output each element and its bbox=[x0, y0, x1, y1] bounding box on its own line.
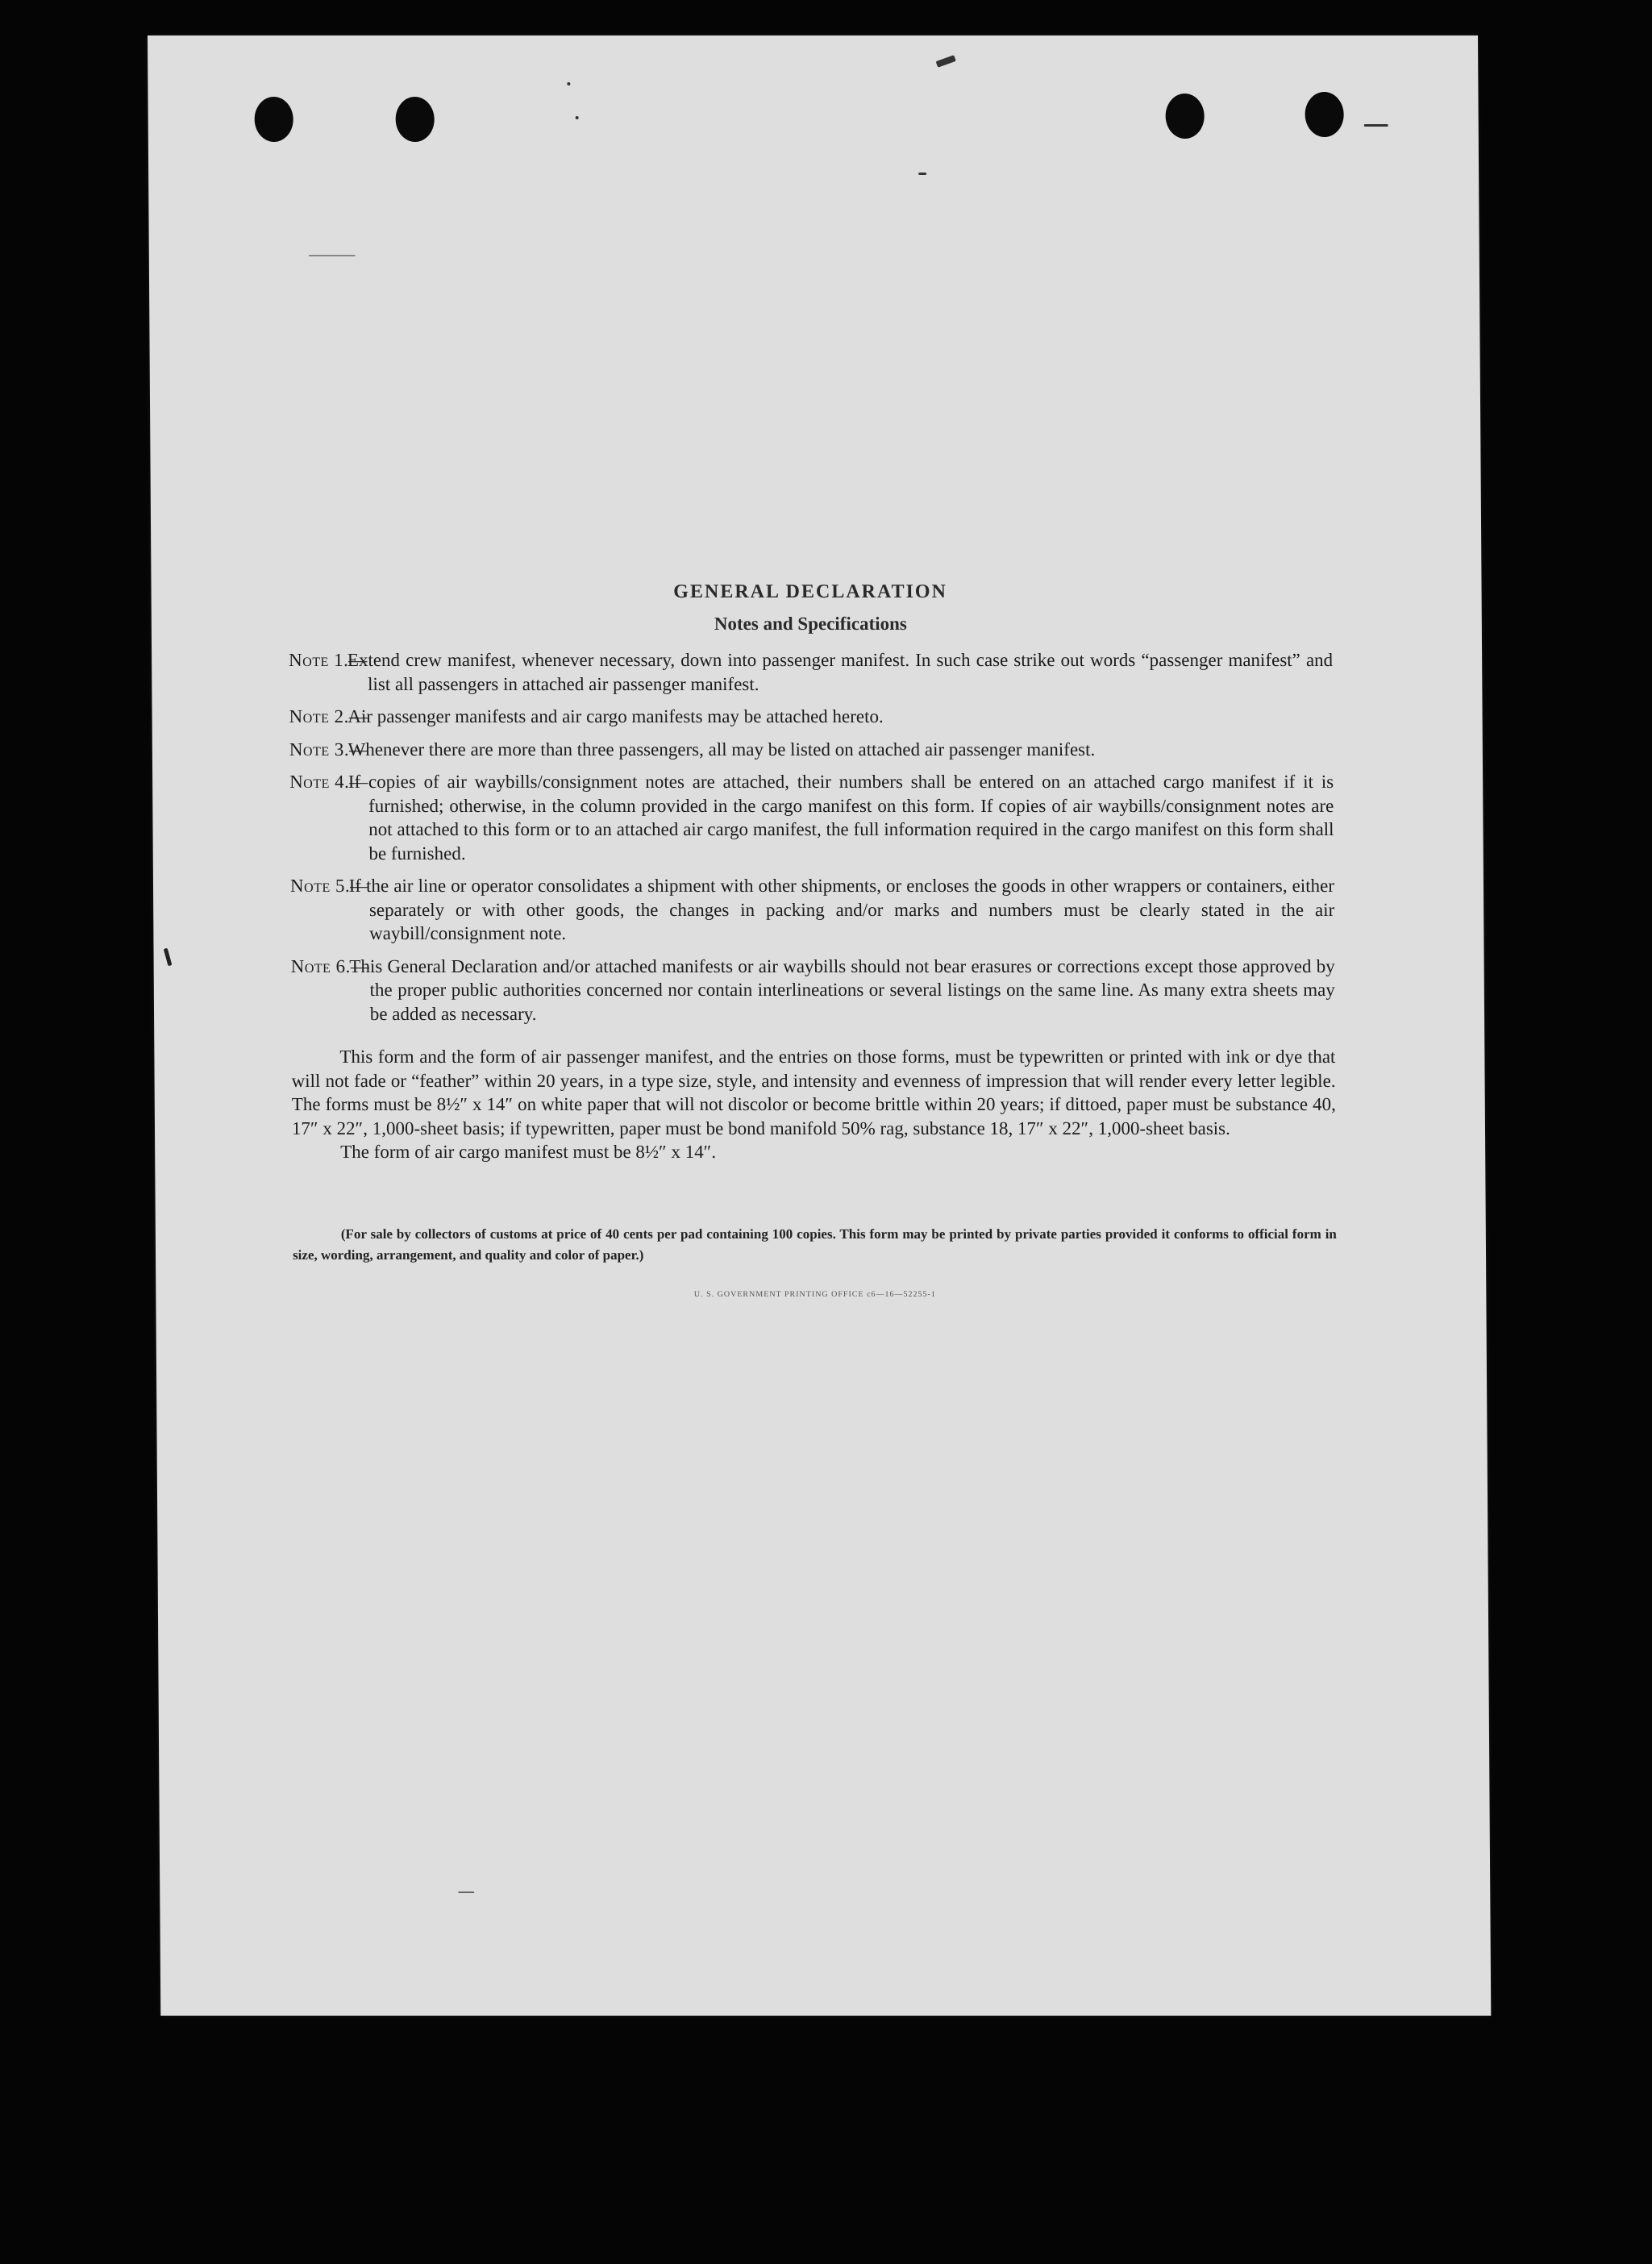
cargo-manifest-size-paragraph: The form of air cargo manifest must be 8½″ x 14″. bbox=[340, 1142, 717, 1162]
note-text: Air passenger manifests and air cargo manifests may be attached hereto. bbox=[347, 706, 884, 726]
document-page bbox=[148, 35, 1491, 2016]
note-4 bbox=[289, 770, 1334, 865]
note-label: Note 5.— bbox=[289, 876, 369, 896]
scan-speck bbox=[567, 82, 570, 85]
scan-speck bbox=[1364, 124, 1388, 127]
note-label: Note 6.— bbox=[290, 955, 370, 976]
scan-speck bbox=[458, 1892, 474, 1893]
document-content bbox=[288, 576, 1337, 1299]
document-title: GENERAL DECLARATION bbox=[673, 581, 947, 602]
note-5 bbox=[290, 874, 1335, 946]
note-text: Whenever there are more than three passengers, all may be listed on attached air passenger manifest. bbox=[347, 739, 1096, 760]
sale-note: (For sale by collectors of customs at price of 40 cents per pad containing 100 copies. This form may be printed by private parties provided it conforms to official form in size, wording, arrangement, and quality and color of paper.) bbox=[292, 1226, 1337, 1263]
form-requirements-paragraph: This form and the form of air passenger manifest, and the entries on those forms, must be typewritten or printed with ink or dye that will not fade or “feather” within 20 years, in a type size, style, and intensity and evenness of impression that will render every letter legible. The forms must be 8½″ x 14″ on white paper that will not discolor or become brittle within 20 years; if dittoed, paper must be substance 40, 17″ x 22″, 1,000-sheet basis; if typewritten, paper must be bond manifold 50% rag, substance 18, 17″ x 22″, 1,000-sheet basis. bbox=[291, 1047, 1336, 1138]
note-6 bbox=[291, 955, 1336, 1026]
punch-hole bbox=[255, 97, 293, 142]
note-label: Note 2.— bbox=[289, 706, 368, 726]
scan-speck bbox=[164, 948, 173, 967]
printing-office-imprint: U. S. GOVERNMENT PRINTING OFFICE c6—16—52255-1 bbox=[693, 1289, 936, 1299]
scan-speck bbox=[936, 55, 956, 68]
note-label: Note 3.— bbox=[289, 739, 368, 760]
note-2 bbox=[289, 705, 1334, 729]
note-text: If copies of air waybills/consignment notes are attached, their numbers shall be entered on an attached cargo manifest if it is furnished; otherwise, in the column provided in the cargo manifest on this form. If copies of air waybills/consignment notes are not attached to this form or to an attached air cargo manifest, the full information required in the cargo manifest on this form shall be furnished. bbox=[347, 772, 1334, 864]
document-subtitle: Notes and Specifications bbox=[714, 614, 907, 634]
punch-hole bbox=[1165, 94, 1204, 139]
punch-hole bbox=[1305, 92, 1343, 137]
scan-speck bbox=[918, 173, 926, 175]
note-3 bbox=[289, 738, 1334, 762]
note-1 bbox=[289, 648, 1333, 696]
note-text: This General Declaration and/or attached manifests or air waybills should not bear erasures or corrections except those approved by the proper public authorities concerned nor contain interlineations or several listings on the same line. As many extra sheets may be added as necessary. bbox=[349, 955, 1335, 1024]
note-text: Extend crew manifest, whenever necessary, down into passenger manifest. In such case strike out words “passenger manifest” and list all passengers in attached air passenger manifest. bbox=[347, 650, 1334, 694]
punch-hole bbox=[396, 97, 435, 142]
note-text: If the air line or operator consolidates a shipment with other shipments, or encloses the goods in other wrappers or containers, either separately or with other goods, the changes in packing and/or marks and numbers must be clearly stated in the air waybill/consignment note. bbox=[348, 876, 1335, 943]
note-label: Note 1.— bbox=[289, 650, 368, 670]
scan-speck bbox=[309, 255, 356, 256]
scan-speck bbox=[576, 116, 579, 119]
note-label: Note 4.— bbox=[289, 772, 368, 792]
